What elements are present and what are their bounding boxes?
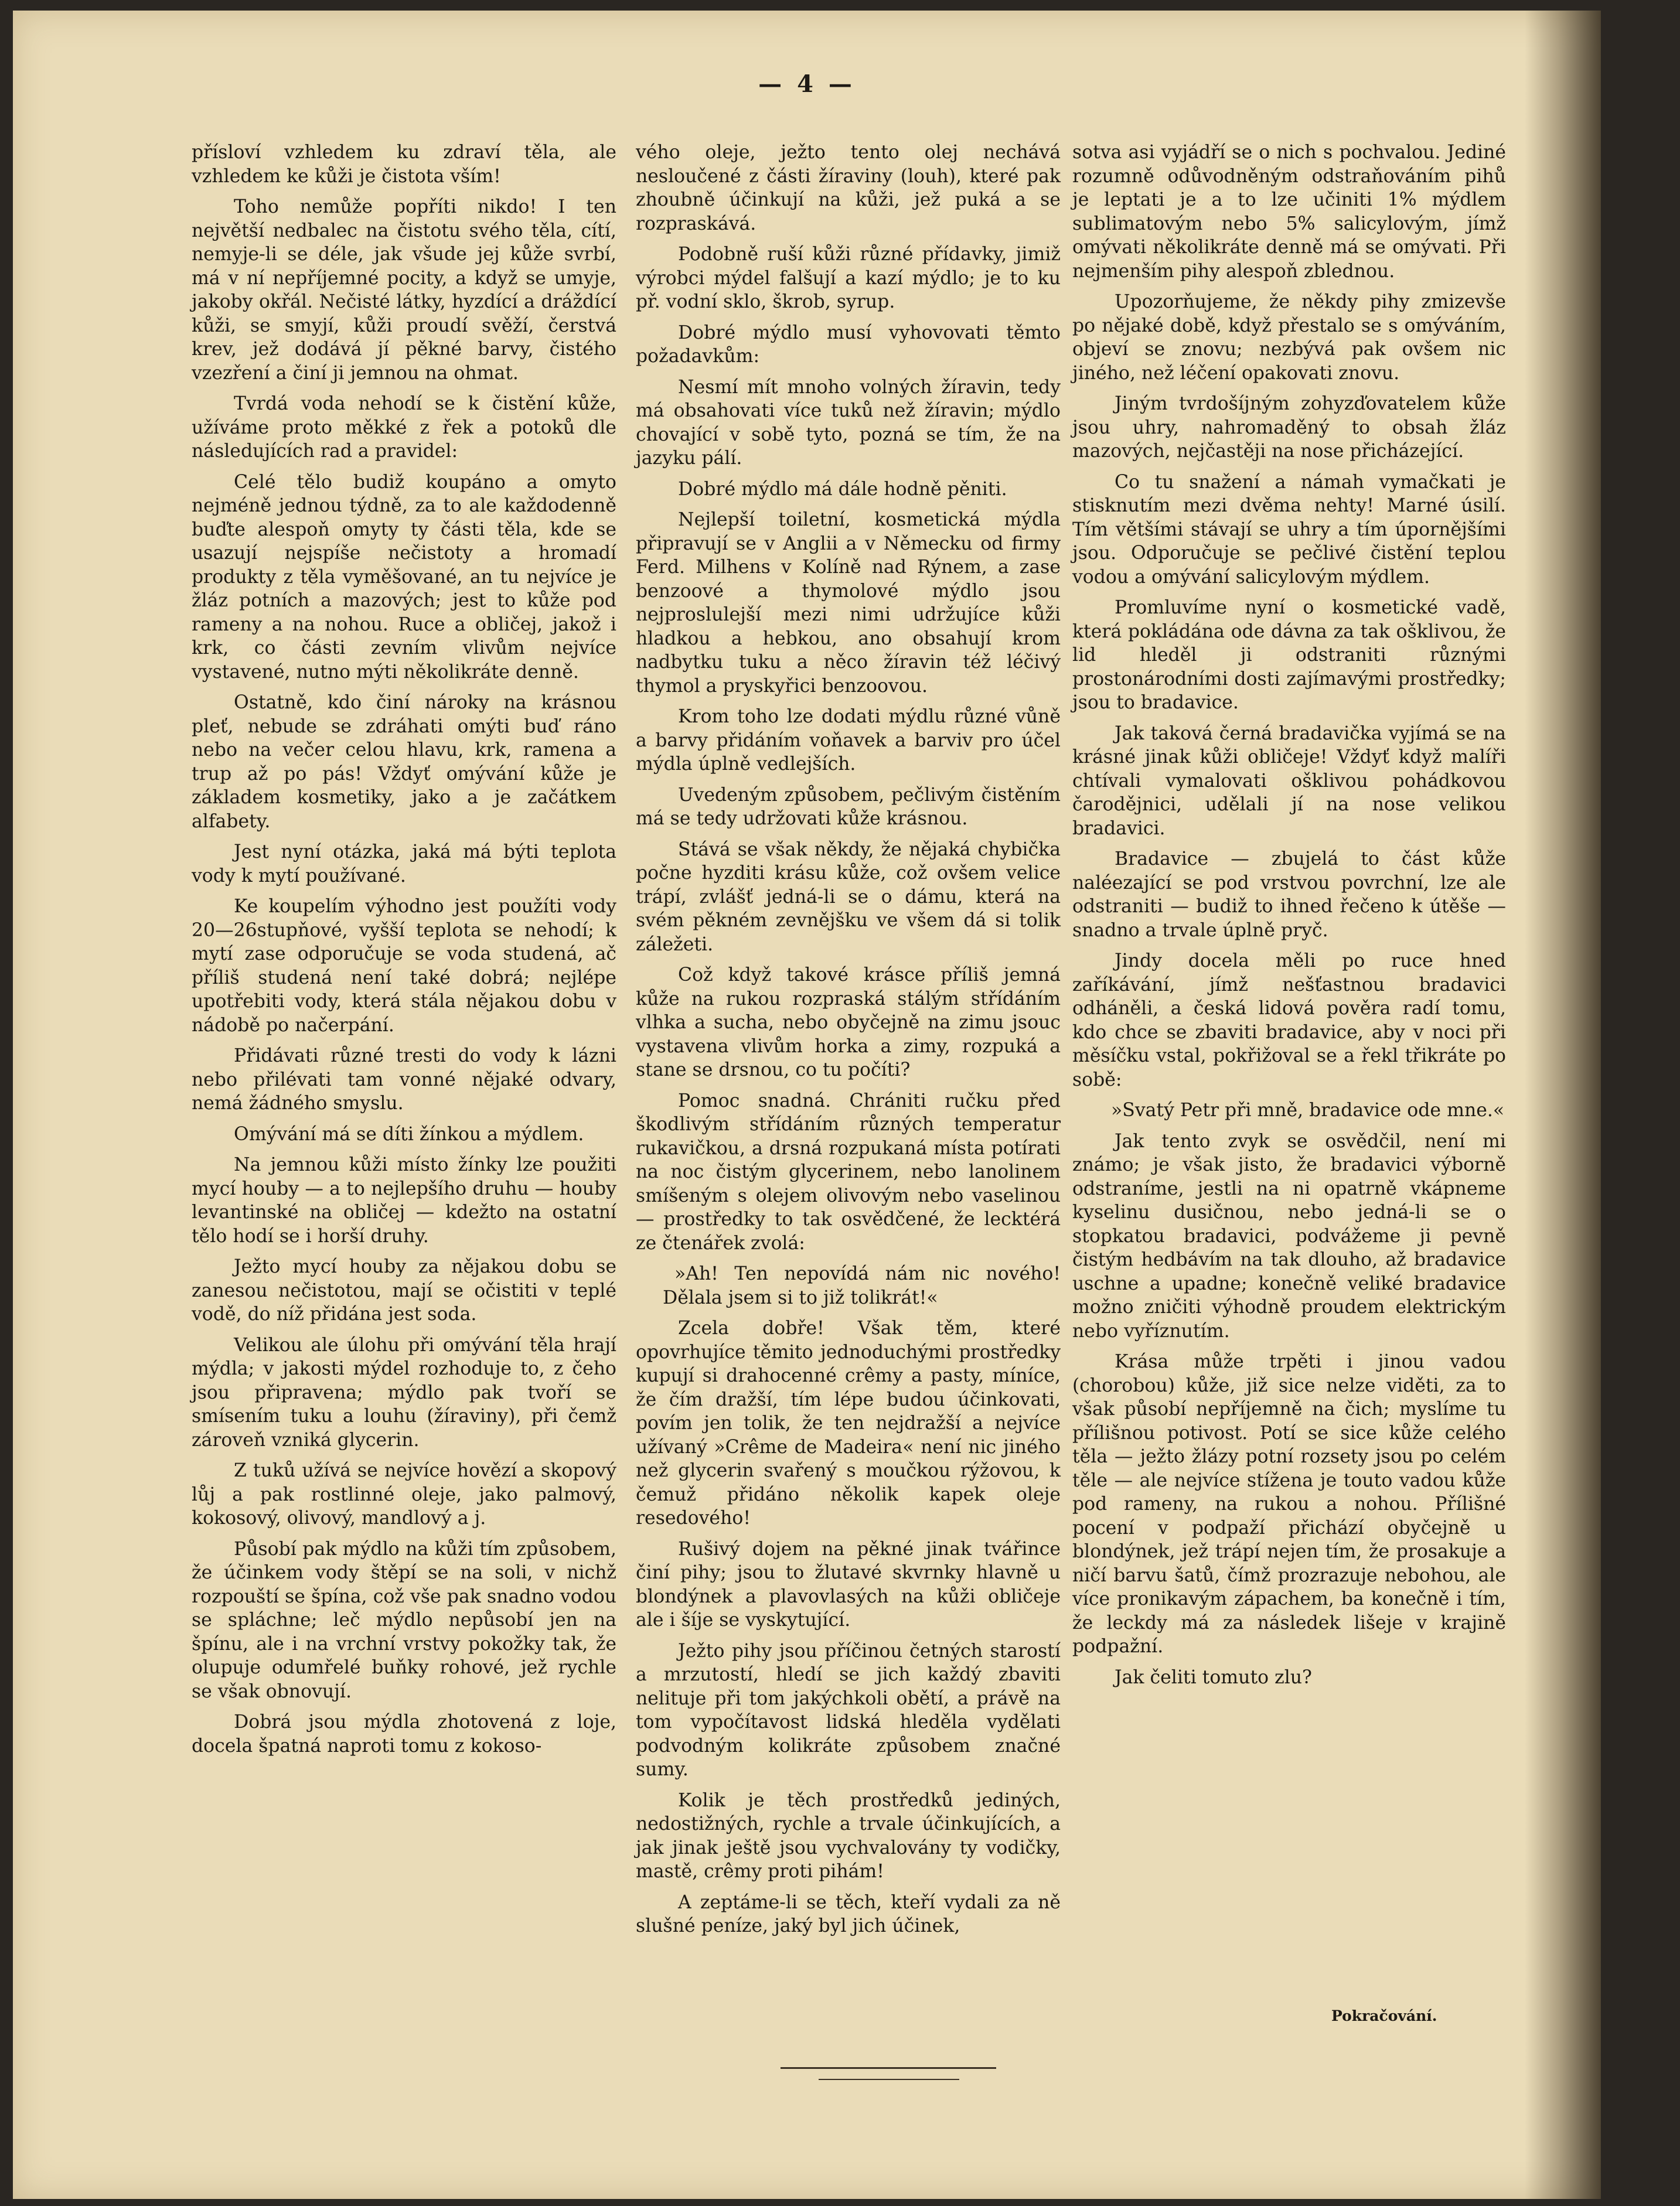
text-column-1: [192, 141, 616, 1765]
text-column-3: [1072, 141, 1506, 1696]
paragraph: Tvrdá voda nehodí se k čistění kůže, užíváme proto měkké z řek a potoků dle následujících rad a pravidel:: [192, 393, 616, 462]
paragraph: Jak čeliti tomuto zlu?: [1115, 1666, 1312, 1688]
paragraph: Jest nyní otázka, jaká má býti teplota vody k mytí používané.: [192, 841, 616, 887]
newspaper-page: [13, 11, 1601, 2199]
paragraph: Nesmí mít mnoho volných žíravin, tedy má obsahovati více tuků než žíravin; mýdlo chovající v sobě tyto, pozná se tím, že na jazyku pálí.: [636, 376, 1061, 469]
end-rule-long: [781, 2067, 996, 2069]
paragraph: Toho nemůže popříti nikdo! I ten největší nedbalec na čistotu svého těla, cítí, nemyje-li se déle, jak všude jej kůže svrbí, má v ní nepříjemné pocity, a když se umyje, jakoby okřál. Nečisté látky, hyzdící a dráždící kůži, se smyjí, kůži proudí svěží, čerstvá krev, jež dodává jí pěkné barvy, čistého vzezření a činí ji jemnou na ohmat.: [192, 196, 616, 384]
paragraph: Dobrá jsou mýdla zhotovená z loje, docela špatná naproti tomu z kokoso-: [192, 1711, 616, 1757]
paragraph: Omývání má se díti žínkou a mýdlem.: [234, 1123, 584, 1145]
paragraph: Nejlepší toiletní, kosmetická mýdla připravují se v Anglii a v Německu od firmy Ferd. Milhens v Kolíně nad Rýnem, a zase benzoové a thymolové mýdlo jsou nejproslulejší mezi nimi udržujíce kůži hladkou a hebkou, ano obsahují krom nadbytku tuku a něco žíravin též léčivý thymol a pryskyřici benzoovou.: [636, 509, 1061, 697]
paragraph: Jiným tvrdošíjným zohyzďovatelem kůže jsou uhry, nahromaděný to obsah žláz mazových, nejčastěji na nose přicházející.: [1072, 393, 1506, 462]
paragraph: sotva asi vyjádří se o nich s pochvalou. Jediné rozumně odůvodněným odstraňováním pihů je leptati je a to lze učiniti 1% mýdlem sublimatovým nebo 5% salicylovým, jímž omývati několikráte denně má se omývati. Při nejmenším pihy alespoň zblednou.: [1072, 142, 1506, 282]
paragraph: Přidávati různé tresti do vody k lázni nebo přilévati tam vonné nějaké odvary, nemá žádného smyslu.: [192, 1045, 616, 1114]
paragraph: A zeptáme-li se těch, kteří vydali za ně slušné peníze, jaký byl jich účinek,: [636, 1891, 1061, 1936]
page-number: — 4 —: [758, 70, 856, 98]
paragraph: Stává se však někdy, že nějaká chybička počne hyzditi krásu kůže, což ovšem velice trápí, zvlášť jedná-li se o dámu, která na svém pěkném zevnějšku ve všem dá si tolik záležeti.: [636, 838, 1061, 955]
paragraph: Na jemnou kůži místo žínky lze použiti mycí houby — a to nejlepšího druhu — houby levantinské na obličej — kdežto na ostatní tělo hodí se i horší druhy.: [192, 1154, 616, 1247]
paragraph: Rušivý dojem na pěkné jinak tvářince činí pihy; jsou to žlutavé skvrnky hlavně u blondýnek a plavovlasých na kůži obličeje ale i šíje se vyskytující.: [636, 1538, 1061, 1631]
paragraph: Co tu snažení a námah vymačkati je stisknutím mezi dvěma nehty! Marné úsilí. Tím většími stávají se uhry a tím úpornějšími jsou. Odporučuje se pečlivé čistění teplou vodou a omývání salicylovým mýdlem.: [1072, 471, 1506, 588]
paragraph: Uvedeným způsobem, pečlivým čistěním má se tedy udržovati kůže krásnou.: [636, 784, 1061, 829]
paragraph: Celé tělo budiž koupáno a omyto nejméně jednou týdně, za to ale každodenně buďte alespoň omyty ty části těla, kde se usazují nejspíše nečistoty a hromadí produkty z těla vyměšované, an tu nejvíce je žláz potních a mazových; jest to kůže pod rameny a na nohou. Ruce a obličej, jakož i krk, co části zevním vlivům nejvíce vystavené, nutno mýti několikráte denně.: [192, 471, 616, 683]
end-rule-short: [819, 2079, 959, 2080]
paragraph: vého oleje, ježto tento olej nechává nesloučené z části žíraviny (louh), které pak zhoubně účinkují na kůži, jež puká a se rozpraskává.: [636, 142, 1061, 234]
paragraph: Krása může trpěti i jinou vadou (chorobou) kůže, již sice nelze viděti, za to však působí nepříjemně na čich; myslíme tu přílišnou potivost. Potí se sice kůže celého těla — ježto žlázy potní rozsety jsou po celém těle — ale nejvíce stížena je touto vadou kůže pod rameny, na rukou a nohou. Přílišné pocení v podpaží přichází obyčejně u blondýnek, jež trápí nejen tím, že prosakuje a ničí barvu šatů, čímž prozrazuje nebohou, ale více pronikavým zápachem, ba konečně i tím, že leckdy má za následek lišeje v krajině podpažní.: [1072, 1351, 1506, 1657]
binding-gutter-shadow: [1525, 11, 1601, 2199]
paragraph: Promluvíme nyní o kosmetické vadě, která pokládána ode dávna za tak ošklivou, že lid hleděl ji odstraniti různými prostonárodními dosti zajímavými prostředky; jsou to bradavice.: [1072, 597, 1506, 713]
paragraph: Bradavice — zbujelá to část kůže naléezající se pod vrstvou povrchní, lze ale odstraniti — budiž to ihned řečeno k útěše — snadno a trvale úplně pryč.: [1072, 848, 1506, 941]
paragraph: Ježto mycí houby za nějakou dobu se zanesou nečistotou, mají se očistiti v teplé vodě, do níž přidána jest soda.: [192, 1256, 616, 1325]
paragraph: Jindy docela měli po ruce hned zaříkávání, jímž nešťastnou bradavici odháněli, a česká lidová pověra radí tomu, kdo chce se zbaviti bradavice, aby v noci při měsíčku vstal, pokřižoval se a řekl třikráte po sobě:: [1072, 950, 1506, 1090]
paragraph: Upozorňujeme, že někdy pihy zmizevše po nějaké době, když přestalo se s omýváním, objeví se znovu; nezbývá pak ovšem nic jiného, než léčení opakovati znovu.: [1072, 291, 1506, 384]
paragraph: Působí pak mýdlo na kůži tím způsobem, že účinkem vody štěpí se na soli, v nichž rozpouští se špína, což vše pak snadno vodou se spláchne; leč mýdlo nepůsobí jen na špínu, ale i na vrchní vrstvy pokožky tak, že olupuje odumřelé buňky rohové, jež rychle se však obnovují.: [192, 1538, 616, 1702]
paragraph: Dobré mýdlo má dále hodně pěniti.: [678, 478, 1007, 500]
text-column-2: [636, 141, 1061, 1945]
paragraph: »Ah! Ten nepovídá nám nic nového! Dělala jsem si to již tolikrát!«: [663, 1263, 1061, 1308]
paragraph: Jak taková černá bradavička vyjímá se na krásné jinak kůži obličeje! Vždyť když malíři chtívali vymalovati ošklivou pohádkovou čarodějnici, udělali jí na nose velikou bradavici.: [1072, 722, 1506, 839]
paragraph: Podobně ruší kůži různé přídavky, jimiž výrobci mýdel falšují a kazí mýdlo; je to ku př. vodní sklo, škrob, syrup.: [636, 244, 1061, 312]
paragraph: Ježto pihy jsou příčinou četných starostí a mrzutostí, hledí se jich každý zbaviti nelituje při tom jakýchkoli obětí, a právě na tom vypočítavost lidská hleděla vydělati podvodným kolikráte způsobem značné sumy.: [636, 1640, 1061, 1780]
paragraph: Kolik je těch prostředků jediných, nedostižných, rychle a trvale účinkujících, a jak jinak ještě jsou vychvalovány ty vodičky, mastě, crêmy proti pihám!: [636, 1789, 1061, 1882]
paragraph: Dobré mýdlo musí vyhovovati těmto požadavkům:: [636, 322, 1061, 367]
paragraph: Ostatně, kdo činí nároky na krásnou pleť, nebude se zdráhati omýti buď ráno nebo na večer celou hlavu, krk, ramena a trup až po pás! Vždyť omývání kůže je základem kosmetiky, jako a je začátkem alfabety.: [192, 692, 616, 832]
paragraph: Jak tento zvyk se osvědčil, není mi známo; je však jisto, že bradavici výborně odstraníme, jestli na ni opatrně vkápneme kyselinu dusičnou, nebo jedná-li se o stopkatou bradavici, podvážeme ji pevně čistým hedbávím na tak dlouho, až bradavice uschne a upadne; konečně veliké bradavice možno zničiti výhodně proudem elektrickým nebo vyříznutím.: [1072, 1130, 1506, 1342]
paragraph: Velikou ale úlohu při omývání těla hrají mýdla; v jakosti mýdel rozhoduje to, z čeho jsou připravena; mýdlo pak tvoří se smísením tuku a louhu (žíraviny), při čemž zároveň vzniká glycerin.: [192, 1334, 616, 1451]
paragraph: Pomoc snadná. Chrániti ručku před škodlivým střídáním různých temperatur rukavičkou, a drsná rozpukaná místa potírati na noc čistým glycerinem, nebo lanolinem smíšeným s olejem olivovým nebo vaselinou — prostředky to tak osvědčené, že lecktérá ze čtenářek zvolá:: [636, 1090, 1061, 1254]
paragraph: Což když takové krásce příliš jemná kůže na rukou rozpraská stálým střídáním vlhka a sucha, nebo obyčejně na zimu jsouc vystavena vlivům horka a zimy, rozpuká a stane se drsnou, co tu počíti?: [636, 964, 1061, 1080]
paragraph: přísloví vzhledem ku zdraví těla, ale vzhledem ke kůži je čistota vším!: [192, 142, 616, 187]
paragraph: Krom toho lze dodati mýdlu různé vůně a barvy přidáním voňavek a barviv pro účel mýdla úplně vedlejších.: [636, 706, 1061, 775]
paragraph: Ke koupelím výhodno jest použíti vody 20—26stupňové, vyšší teplota se nehodí; k mytí zase odporučuje se voda studená, ač příliš studená není také dobrá; nejlépe upotřebiti vody, která stála nějakou dobu v nádobě po načerpání.: [192, 896, 616, 1036]
paragraph: Z tuků užívá se nejvíce hovězí a skopový lůj a pak rostlinné oleje, jako palmový, kokosový, olivový, mandlový a j.: [192, 1460, 616, 1529]
paragraph: Zcela dobře! Však těm, které opovrhujíce těmito jednoduchými prostředky kupují si drahocenné crêmy a pasty, míníce, že čím dražší, tím lépe budou účinkovati, povím jen tolik, že ten nejdražší a nejvíce užívaný »Crême de Madeira« není nic jiného než glycerin svařený s moučkou rýžovou, k čemuž přidáno několik kapek oleje resedového!: [636, 1318, 1061, 1529]
paragraph: »Svatý Petr při mně, bradavice ode mne.«: [1111, 1100, 1505, 1121]
continued-note: Pokračování.: [1331, 2007, 1437, 2024]
